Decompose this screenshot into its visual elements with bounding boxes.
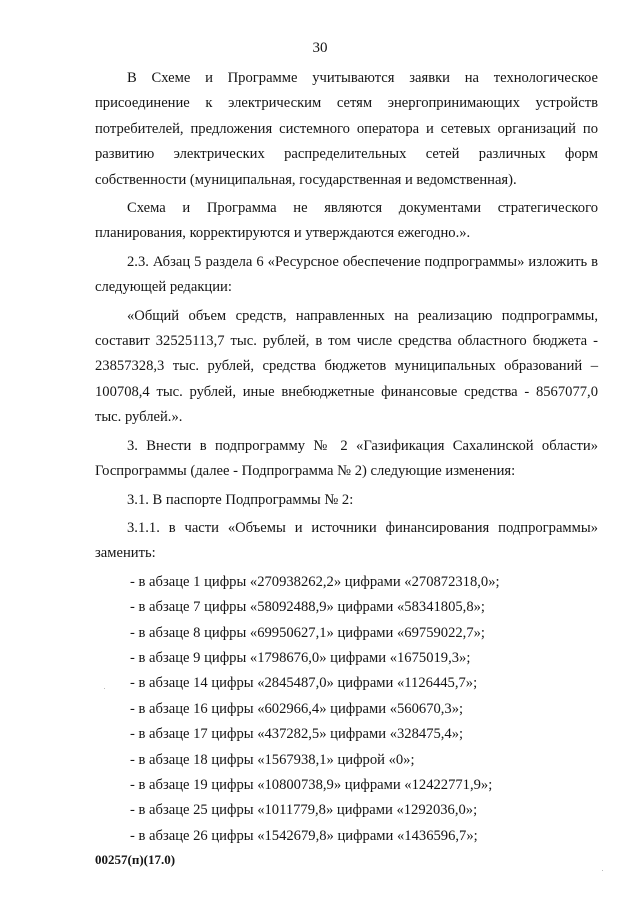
list-item: - в абзаце 26 цифры «1542679,8» цифрами «1436596,7»; xyxy=(130,827,478,844)
list-item: - в абзаце 9 цифры «1798676,0» цифрами «1675019,3»; xyxy=(130,649,471,666)
paragraph-3-1-1: 3.1.1. в части «Объемы и источники финансирования подпрограммы» заменить: xyxy=(95,519,598,562)
document-body xyxy=(95,66,598,849)
list-item: - в абзаце 14 цифры «2845487,0» цифрами «1126445,7»; xyxy=(130,675,478,692)
document-code: 00257(п)(17.0) xyxy=(95,852,176,867)
replacement-list xyxy=(95,570,598,849)
scan-speck xyxy=(602,870,603,871)
list-item: - в абзаце 7 цифры «58092488,9» цифрами «58341805,8»; xyxy=(130,599,485,616)
paragraph-total-funding: «Общий объем средств, направленных на реализацию подпрограммы, составит 32525113,7 тыс. рублей, в том числе средства областного бюджета - 23857328,3 тыс. рублей, средства бюджетов муниципальных образований – 100708,4 тыс. рублей, иные внебюджетные финансовые средства - 8567077,0 тыс. рублей.». xyxy=(95,307,598,426)
paragraph-2-3: 2.3. Абзац 5 раздела 6 «Ресурсное обеспечение подпрограммы» изложить в следующей редакции: xyxy=(95,253,598,296)
list-item: - в абзаце 19 цифры «10800738,9» цифрами «12422771,9»; xyxy=(130,776,493,793)
scan-speck xyxy=(104,688,105,689)
list-item: - в абзаце 1 цифры «270938262,2» цифрами «270872318,0»; xyxy=(130,573,500,590)
paragraph-scheme-program: В Схеме и Программе учитываются заявки на технологическое присоединение к электрическим сетям энергопринимающих устройств потребителей, предложения системного оператора и сетевых организаций по развитию электрических распределительных сетей различных форм собственности (муниципальная, государственная и ведомственная). xyxy=(95,70,598,188)
paragraph-3-1: 3.1. В паспорте Подпрограммы № 2: xyxy=(127,491,354,508)
list-item: - в абзаце 18 цифры «1567938,1» цифрой «0»; xyxy=(130,751,415,768)
list-item: - в абзаце 8 цифры «69950627,1» цифрами «69759022,7»; xyxy=(130,624,485,641)
list-item: - в абзаце 16 цифры «602966,4» цифрами «560670,3»; xyxy=(130,700,464,717)
paragraph-3: 3. Внести в подпрограмму № 2 «Газификация Сахалинской области» Госпрограммы (далее - Подпрограмма № 2) следующие изменения: xyxy=(95,437,598,480)
page-number: 30 xyxy=(312,40,328,56)
list-item: - в абзаце 17 цифры «437282,5» цифрами «328475,4»; xyxy=(130,726,464,743)
paragraph-not-strategic: Схема и Программа не являются документами стратегического планирования, корректируются и утверждаются ежегодно.». xyxy=(95,200,598,242)
list-item: - в абзаце 25 цифры «1011779,8» цифрами «1292036,0»; xyxy=(130,802,478,819)
